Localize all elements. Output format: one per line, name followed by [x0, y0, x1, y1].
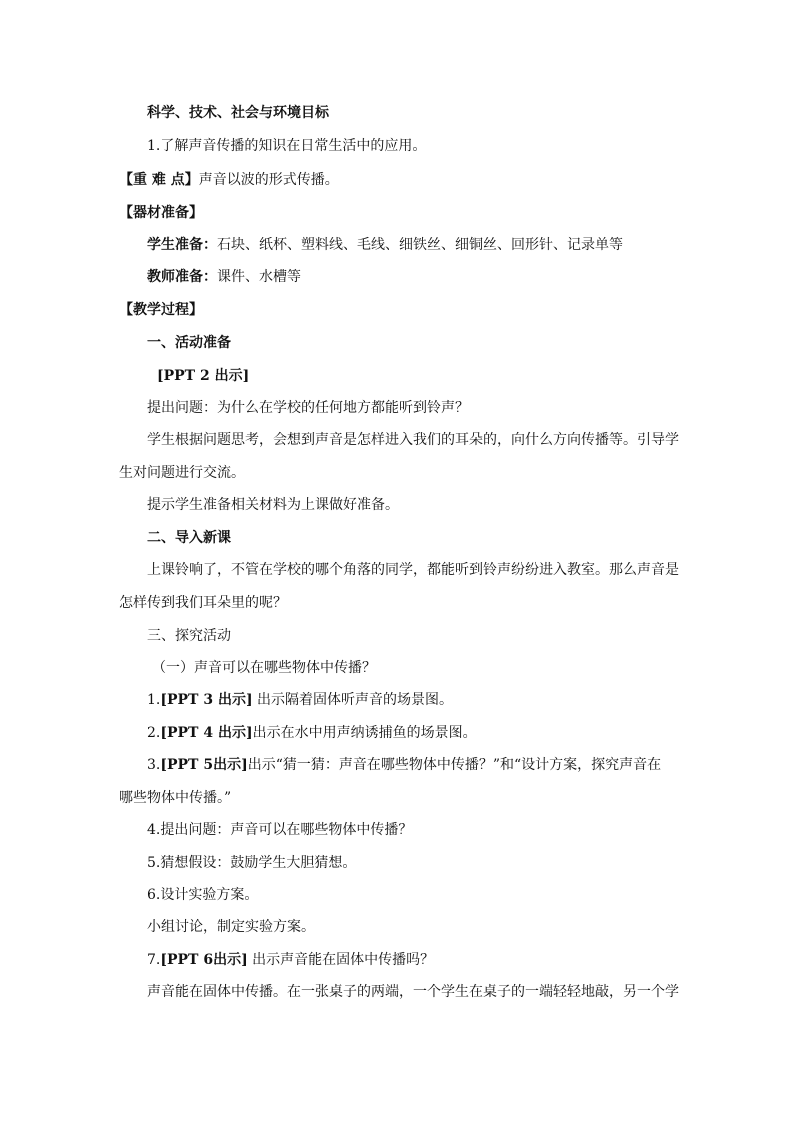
student-prep-label: 学生准备： — [147, 237, 217, 253]
part3-last-para: 声音能在固体中传播。在一张桌子的两端，一个学生在桌子的一端轻轻地敲，另一个学 — [147, 984, 679, 1000]
part2-para-line1: 上课铃响了，不管在学校的哪个角落的同学，都能听到铃声纷纷进入教室。那么声音是 — [147, 562, 679, 578]
part1-para-line2: 生对问题进行交流。 — [119, 465, 245, 481]
part3-item3-line1 — [147, 756, 661, 774]
item2-ppt: [PPT 4 出示] — [160, 725, 253, 741]
key-point-text: 声音以波的形式传播。 — [198, 172, 339, 188]
part1-heading: 一、活动准备 — [147, 335, 231, 351]
part1-prepare: 提示学生准备相关材料为上课做好准备。 — [147, 497, 399, 513]
part3-item2 — [147, 724, 477, 742]
part3-item1 — [147, 691, 453, 709]
item1-text: 出示隔着固体听声音的场景图。 — [257, 692, 454, 708]
item3-ppt: [PPT 5出示] — [160, 757, 248, 773]
part3-sub1: （一）声音可以在哪些物体中传播？ — [152, 660, 376, 676]
part2-para-line2: 怎样传到我们耳朵里的呢？ — [119, 595, 287, 611]
teacher-prep-text: 课件、水槽等 — [217, 269, 301, 285]
item7-num: 7. — [147, 952, 161, 968]
part1-para-line1: 学生根据问题思考，会想到声音是怎样进入我们的耳朵的，向什么方向传播等。引导学 — [147, 432, 679, 448]
part3-item5: 5.猜想假设：鼓励学生大胆猜想。 — [147, 855, 357, 871]
equipment-heading: 【器材准备】 — [119, 205, 203, 221]
part3-heading: 三、探究活动 — [147, 628, 231, 644]
item2-text: 出示在水中用声纳诱捕鱼的场景图。 — [252, 725, 477, 741]
item3-num: 3. — [147, 757, 161, 773]
item3-text-line1: 出示“猜一猜：声音在哪些物体中传播？”和“设计方案，探究声音在 — [247, 757, 662, 773]
teacher-prep-label: 教师准备： — [147, 269, 217, 285]
item2-num: 2. — [147, 725, 161, 741]
part3-item7 — [147, 951, 434, 969]
part3-item6: 6.设计实验方案。 — [147, 887, 259, 903]
student-prep-text: 石块、纸杯、塑料线、毛线、细铁丝、细铜丝、回形针、记录单等 — [217, 237, 623, 253]
process-heading: 【教学过程】 — [119, 302, 203, 318]
part3-item4: 4.提出问题：声音可以在哪些物体中传播？ — [147, 822, 413, 838]
part2-heading: 二、导入新课 — [147, 530, 231, 546]
item1-ppt: [PPT 3 出示] — [160, 692, 253, 708]
part3-item3-line2: 哪些物体中传播。” — [119, 790, 232, 806]
item7-ppt: [PPT 6出示] — [160, 952, 248, 968]
objective-1: 1.了解声音传播的知识在日常生活中的应用。 — [147, 138, 427, 154]
item7-text: 出示声音能在固体中传播吗？ — [252, 952, 435, 968]
part1-question: 提出问题：为什么在学校的任何地方都能听到铃声？ — [147, 400, 469, 416]
key-point-label: 【重 难 点】 — [119, 172, 199, 188]
item1-num: 1. — [147, 692, 161, 708]
section-title: 科学、技术、社会与环境目标 — [147, 105, 329, 121]
part1-ppt: [PPT 2 出示] — [157, 368, 250, 384]
key-point — [119, 171, 339, 189]
teacher-prep — [147, 268, 301, 286]
student-prep — [147, 236, 623, 254]
part3-group: 小组讨论，制定实验方案。 — [147, 919, 315, 935]
